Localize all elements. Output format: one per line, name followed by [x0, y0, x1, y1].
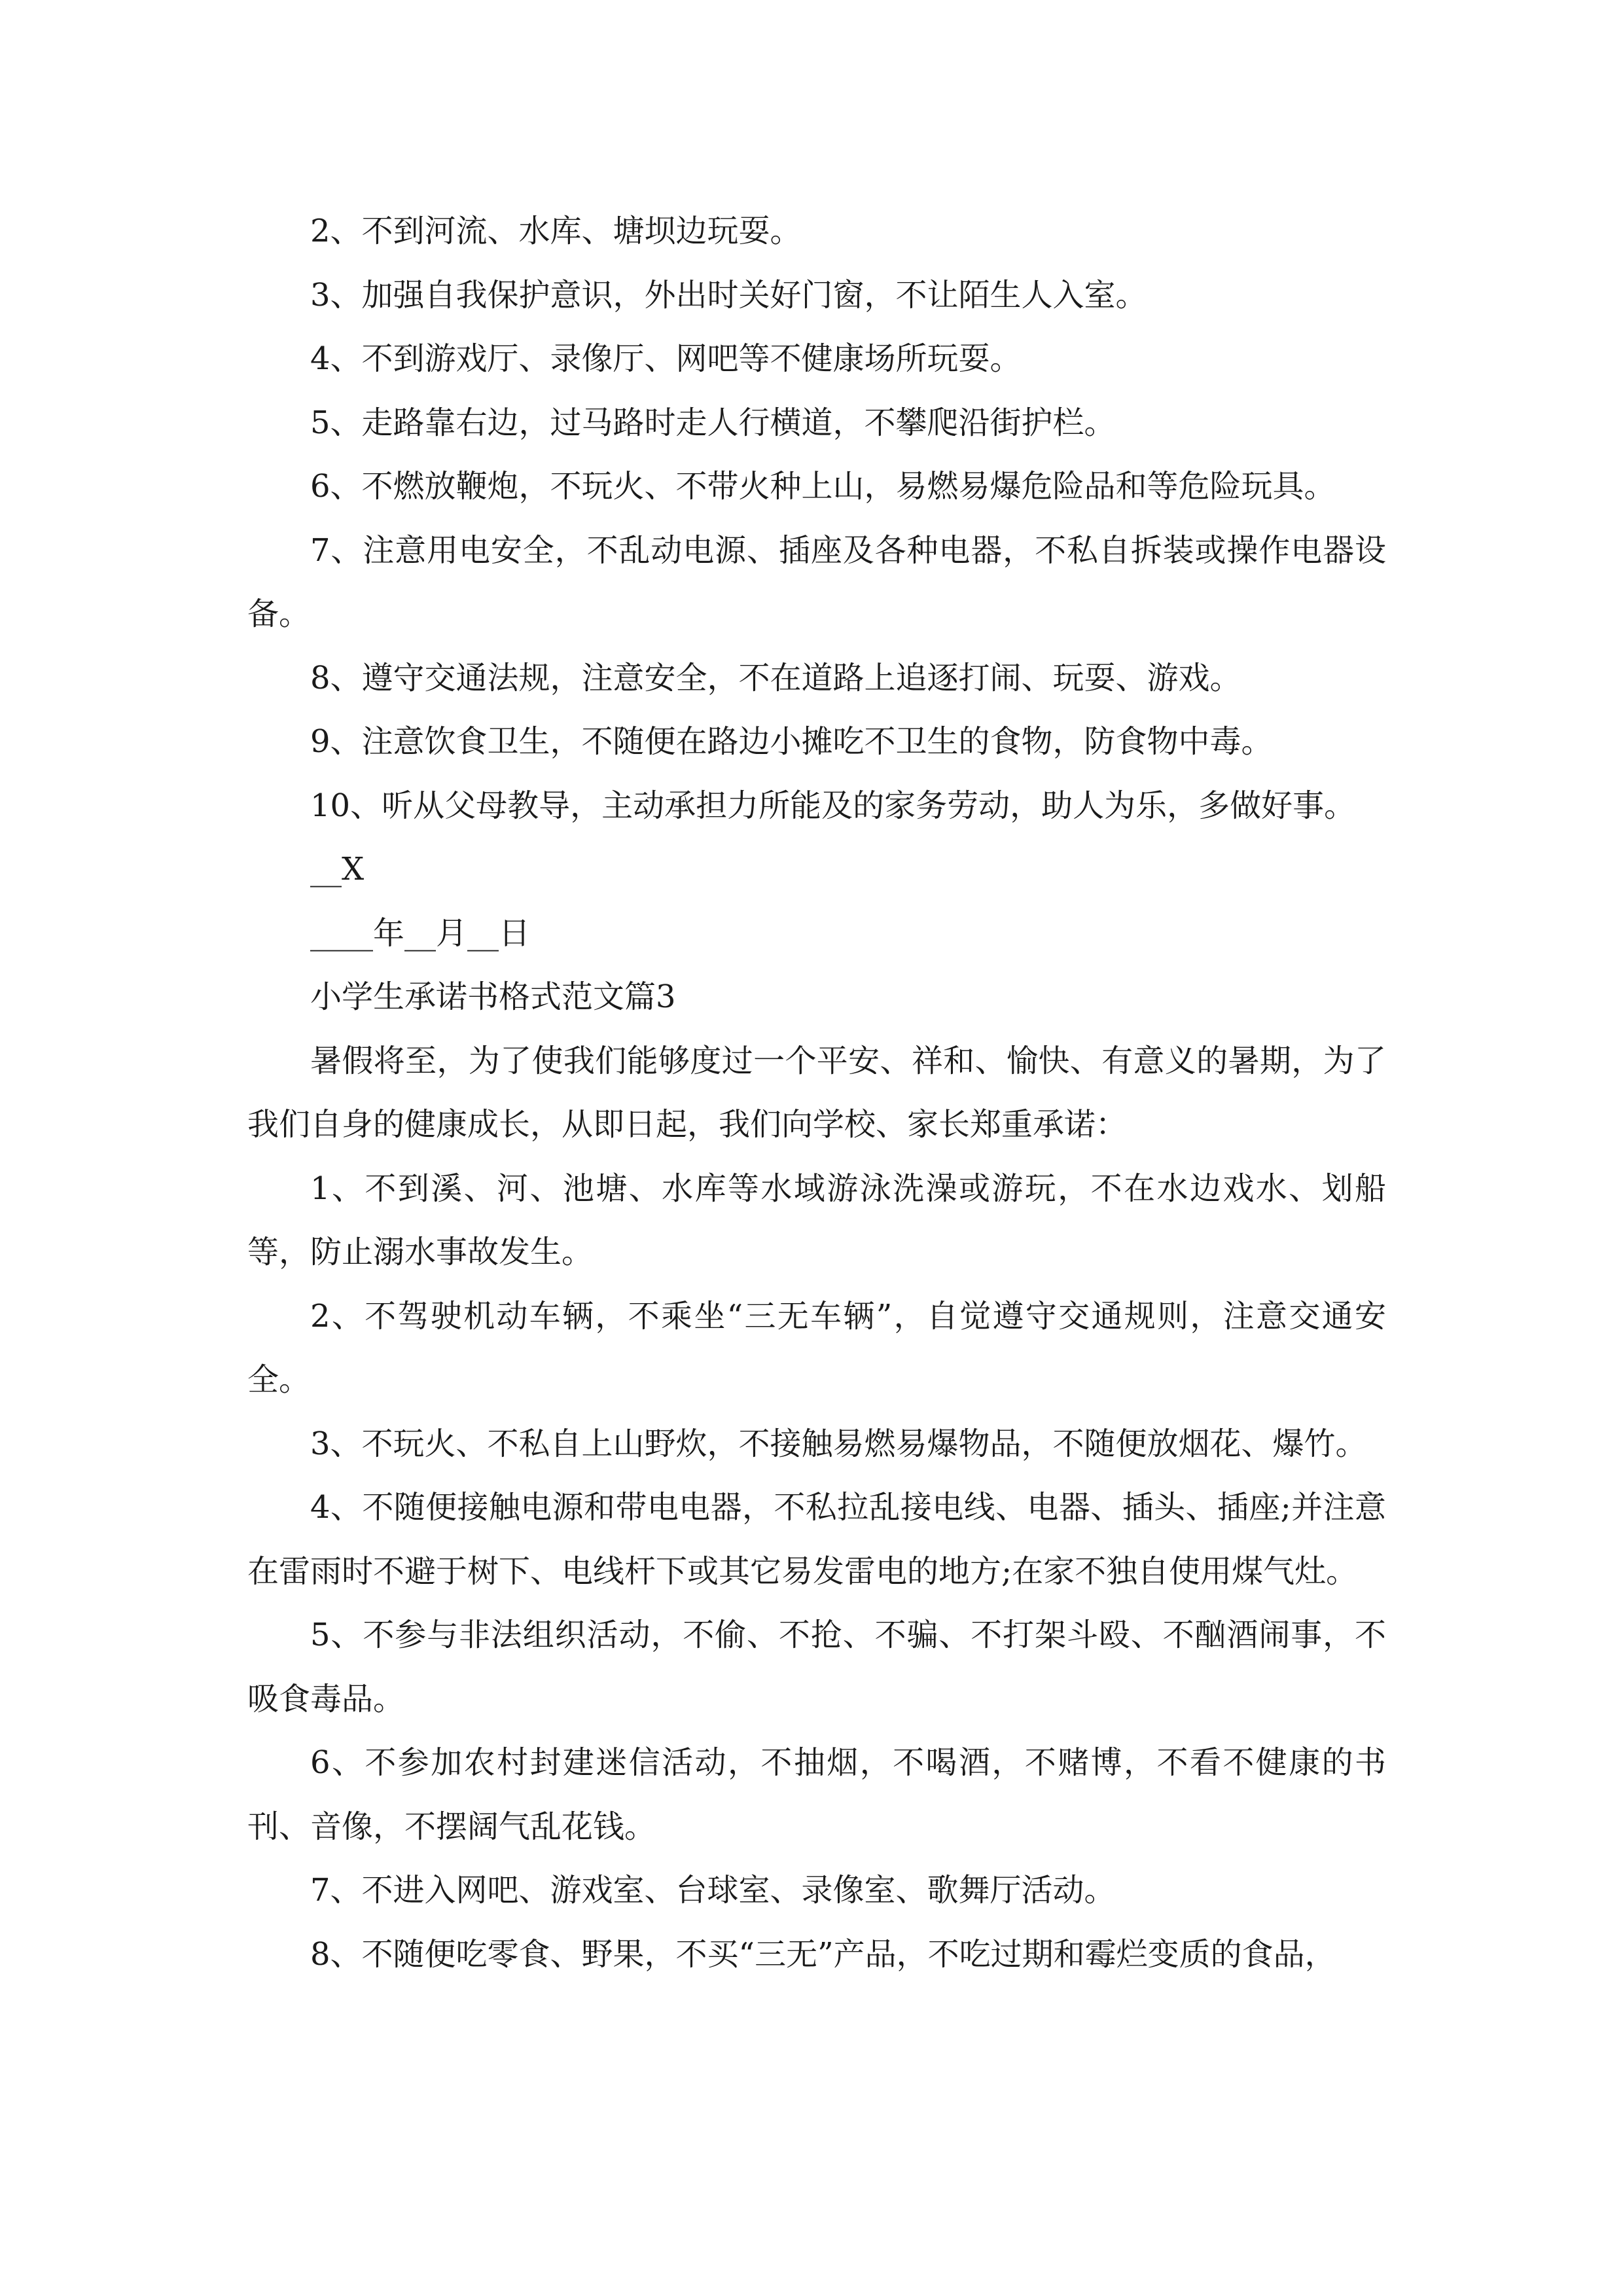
section-title: 小学生承诺书格式范文篇3	[310, 978, 676, 1015]
paragraph: 4、不到游戏厅、录像厅、网吧等不健康场所玩耍。	[310, 340, 1022, 377]
paragraph: 7、不进入网吧、游戏室、台球室、录像室、歌舞厅活动。	[310, 1872, 1116, 1909]
paragraph: 2、不驾驶机动车辆，不乘坐“三无车辆”，自觉遵守交通规则，注意交通安全。	[247, 1297, 1386, 1398]
paragraph: 5、走路靠右边，过马路时走人行横道，不攀爬沿街护栏。	[310, 404, 1116, 441]
paragraph: 1、不到溪、河、池塘、水库等水域游泳洗澡或游玩，不在水边戏水、划船等，防止溺水事故发生。	[247, 1170, 1386, 1270]
document-body	[247, 200, 1386, 1986]
paragraph: 4、不随便接触电源和带电电器，不私拉乱接电线、电器、插头、插座;并注意在雷雨时不避于树下、电线杆下或其它易发雷电的地方;在家不独自使用煤气灶。	[247, 1489, 1386, 1590]
paragraph: 3、加强自我保护意识，外出时关好门窗，不让陌生人入室。	[310, 276, 1147, 314]
paragraph: 8、遵守交通法规，注意安全，不在道路上追逐打闹、玩耍、游戏。	[310, 659, 1241, 696]
paragraph: 6、不燃放鞭炮，不玩火、不带火种上山，易燃易爆危险品和等危险玩具。	[310, 468, 1336, 505]
paragraph: 6、不参加农村封建迷信活动，不抽烟，不喝酒，不赌博，不看不健康的书刊、音像，不摆阔气乱花钱。	[247, 1744, 1386, 1845]
paragraph: 10、听从父母教导，主动承担力所能及的家务劳动，助人为乐，多做好事。	[310, 787, 1356, 824]
paragraph: 3、不玩火、不私自上山野炊，不接触易燃易爆物品，不随便放烟花、爆竹。	[310, 1425, 1367, 1462]
paragraph: 8、不随便吃零食、野果，不买“三无”产品，不吃过期和霉烂变质的食品，	[310, 1935, 1336, 1973]
paragraph: 2、不到河流、水库、塘坝边玩耍。	[310, 213, 802, 249]
paragraph: 7、注意用电安全，不乱动电源、插座及各种电器，不私自拆装或操作电器设备。	[247, 531, 1386, 632]
paragraph: 暑假将至，为了使我们能够度过一个平安、祥和、愉快、有意义的暑期，为了我们自身的健康成长，从即日起，我们向学校、家长郑重承诺：	[247, 1042, 1386, 1143]
paragraph: 9、注意饮食卫生，不随便在路边小摊吃不卫生的食物，防食物中毒。	[310, 723, 1273, 760]
paragraph: 5、不参与非法组织活动，不偷、不抢、不骗、不打架斗殴、不酗酒闹事，不吸食毒品。	[247, 1617, 1386, 1717]
signature-line: __X	[310, 851, 365, 888]
date-line: ____年__月__日	[310, 914, 531, 952]
